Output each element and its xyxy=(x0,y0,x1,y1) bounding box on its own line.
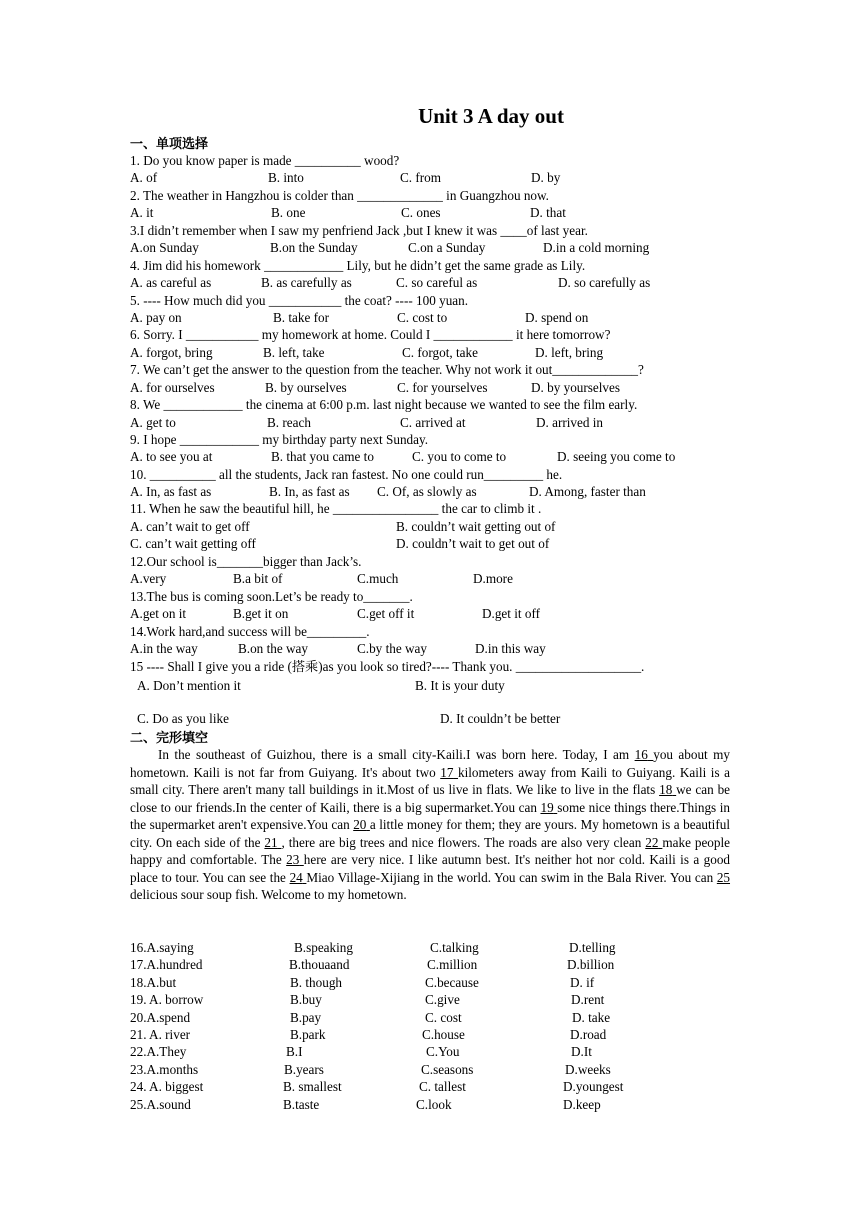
option-d: D. by yourselves xyxy=(531,380,621,395)
blank-21: 21 xyxy=(264,834,278,850)
option-d: D.youngest xyxy=(563,1079,624,1094)
option-b: B. by ourselves xyxy=(265,380,347,395)
option-c: C. cost to xyxy=(397,310,448,325)
blank-17: 17 xyxy=(440,764,454,780)
option-c: C.million xyxy=(427,957,478,972)
option-d: D.in a cold morning xyxy=(543,240,650,255)
option-b: B. take for xyxy=(273,310,330,325)
option-d: D. Among, faster than xyxy=(529,484,646,499)
option-c: C. so careful as xyxy=(396,275,478,290)
option-c: C.much xyxy=(357,571,399,586)
option-b: B.years xyxy=(284,1062,324,1077)
option-b: B. as carefully as xyxy=(261,275,352,290)
blank-19: 19 xyxy=(540,799,554,815)
option-a: A. get to xyxy=(130,415,176,430)
option-c: C. ones xyxy=(401,205,441,220)
option-c: C. tallest xyxy=(419,1079,466,1094)
option-c: C. Do as you like xyxy=(137,711,229,726)
option-b: B.a bit of xyxy=(233,571,283,586)
option-c: C.You xyxy=(426,1044,460,1059)
option-a: A. Don’t mention it xyxy=(137,678,241,693)
option-a: A.very xyxy=(130,571,167,586)
option-a: 24. A. biggest xyxy=(130,1079,204,1094)
option-b: B.on the way xyxy=(238,641,308,656)
question-4: 4. Jim did his homework ____________ Lily, but he didn’t get the same grade as Lily. xyxy=(130,258,586,273)
option-c: C.look xyxy=(416,1097,452,1112)
option-c: C.because xyxy=(425,975,479,990)
option-a: A. as careful as xyxy=(130,275,212,290)
question-11: 11. When he saw the beautiful hill, he ________________ the car to climb it . xyxy=(130,501,542,516)
section-heading-cloze: 二、完形填空 xyxy=(130,731,209,746)
option-b: B.taste xyxy=(283,1097,320,1112)
option-a: A.on Sunday xyxy=(130,240,199,255)
option-d: D.get it off xyxy=(482,606,540,621)
question-8: 8. We ____________ the cinema at 6:00 p.m. last night because we wanted to see the film early. xyxy=(130,397,638,412)
option-b: B. smallest xyxy=(283,1079,342,1094)
question-7: 7. We can’t get the answer to the question from the teacher. Why not work it out_____________? xyxy=(130,362,644,377)
option-c: C. for yourselves xyxy=(397,380,488,395)
option-c: C.seasons xyxy=(421,1062,474,1077)
option-d: D.billion xyxy=(567,957,615,972)
option-b: B. left, take xyxy=(263,345,325,360)
option-b: B. one xyxy=(271,205,306,220)
question-13: 13.The bus is coming soon.Let’s be ready to_______. xyxy=(130,589,413,604)
option-d: D.road xyxy=(570,1027,607,1042)
option-b: B.on the Sunday xyxy=(270,240,358,255)
option-d: D. take xyxy=(572,1010,611,1025)
option-b: B.buy xyxy=(290,992,322,1007)
option-d: D. spend on xyxy=(525,310,589,325)
blank-25: 25 xyxy=(716,869,731,885)
option-a: 16.A.saying xyxy=(130,940,194,955)
option-d: D. seeing you come to xyxy=(557,449,676,464)
option-b: B.speaking xyxy=(294,940,353,955)
blank-16: 16 xyxy=(634,747,648,762)
option-c: C.get off it xyxy=(357,606,415,621)
option-a: A. of xyxy=(130,170,158,185)
option-d: D.in this way xyxy=(475,641,546,656)
option-d: D.keep xyxy=(563,1097,601,1112)
option-b: B. into xyxy=(268,170,304,185)
option-b: B. It is your duty xyxy=(415,678,505,693)
option-b: B.thouaand xyxy=(289,957,350,972)
option-b: B.get it on xyxy=(233,606,289,621)
question-6: 6. Sorry. I ___________ my homework at home. Could I ____________ it here tomorrow? xyxy=(130,327,611,342)
cloze-passage: In the southeast of Guizhou, there is a small city-Kaili.I was born here. Today, I am 16 you about my hometown. Kaili is not far from Guiyang. It's about two 17 kilometers away from Kaili to Guiyang. Kaili is a small city. There aren't many tall buildings in it.Most of us live in flats. We like to live in the flats 18 we can be close to our friends.In the center of Kaili, there is a big supermarket.You can 19 some nice things there.Things in the supermarket aren't expensive.You can 20 a little money for them; they are yours. My hometown is a beautiful city. On each side of the 21 , there are big trees and nice flowers. The roads are also very clean 22 make people happy and comfortable. The 23 here are very nice. I like autumn best. It's neither hot nor cold. Kaili is a good place to tour. You can see the 24 Miao Village-Xijiang in the world. You can swim in the Bala River. You can 25 delicious sour soup fish. Welcome to my hometown. xyxy=(130,747,731,902)
option-d: D. arrived in xyxy=(536,415,604,430)
option-b: B. though xyxy=(290,975,343,990)
question-2: 2. The weather in Hangzhou is colder than _____________ in Guangzhou now. xyxy=(130,188,549,203)
option-c: C.on a Sunday xyxy=(408,240,486,255)
option-d: D.more xyxy=(473,571,513,586)
option-c: C. cost xyxy=(425,1010,462,1025)
option-a: A.in the way xyxy=(130,641,198,656)
option-d: D. by xyxy=(531,170,561,185)
blank-18: 18 xyxy=(659,782,673,797)
option-b: B.pay xyxy=(290,1010,322,1025)
blank-20: 20 xyxy=(353,817,367,832)
option-a: 20.A.spend xyxy=(130,1010,191,1025)
option-b: B.I xyxy=(286,1044,303,1059)
option-a: 22.A.They xyxy=(130,1044,187,1059)
option-c: C.house xyxy=(422,1027,465,1042)
option-d: D.It xyxy=(571,1044,592,1059)
option-d: D. so carefully as xyxy=(558,275,651,290)
page-title: Unit 3 A day out xyxy=(418,104,564,128)
option-b: B. reach xyxy=(267,415,311,430)
option-a: A. pay on xyxy=(130,310,182,325)
option-a: A.get on it xyxy=(130,606,187,621)
option-c: C.talking xyxy=(430,940,479,955)
option-d: D.telling xyxy=(569,940,616,955)
option-d: D. that xyxy=(530,205,566,220)
option-a: 25.A.sound xyxy=(130,1097,191,1112)
question-1: 1. Do you know paper is made __________ wood? xyxy=(130,153,400,168)
option-d: D. if xyxy=(570,975,595,990)
option-d: D. It couldn’t be better xyxy=(440,711,561,726)
option-d: D.weeks xyxy=(565,1062,611,1077)
question-14: 14.Work hard,and success will be_________. xyxy=(130,624,370,639)
question-12: 12.Our school is_______bigger than Jack’s. xyxy=(130,554,362,569)
question-3: 3.I didn’t remember when I saw my penfriend Jack ,but I knew it was ____of last year. xyxy=(130,223,588,238)
option-c: C. Of, as slowly as xyxy=(377,484,477,499)
option-c: C. arrived at xyxy=(400,415,466,430)
option-d: D. left, bring xyxy=(535,345,604,360)
option-a: A. for ourselves xyxy=(130,380,215,395)
option-a: 19. A. borrow xyxy=(130,992,204,1007)
option-b: B. couldn’t wait getting out of xyxy=(396,519,556,534)
option-a: A. forgot, bring xyxy=(130,345,213,360)
question-10: 10. __________ all the students, Jack ran fastest. No one could run_________ he. xyxy=(130,467,563,482)
option-a: A. can’t wait to get off xyxy=(130,519,250,534)
option-c: C. can’t wait getting off xyxy=(130,536,256,551)
option-c: C. you to come to xyxy=(412,449,507,464)
blank-24: 24 xyxy=(289,869,303,885)
option-b: B. In, as fast as xyxy=(269,484,350,499)
option-b: B. that you came to xyxy=(271,449,374,464)
option-a: A. to see you at xyxy=(130,449,213,464)
option-a: A. it xyxy=(130,205,154,220)
option-a: A. In, as fast as xyxy=(130,484,212,499)
option-a: 17.A.hundred xyxy=(130,957,203,972)
option-c: C. forgot, take xyxy=(402,345,478,360)
section-heading-multiple-choice: 一、单项选择 xyxy=(130,137,209,152)
question-5: 5. ---- How much did you ___________ the coat? ---- 100 yuan. xyxy=(130,293,469,308)
option-a: 18.A.but xyxy=(130,975,177,990)
question-15: 15 ---- Shall I give you a ride (搭乘)as you look so tired?---- Thank you. ___________________. xyxy=(130,659,645,674)
blank-23: 23 xyxy=(286,852,300,867)
option-a: 23.A.months xyxy=(130,1062,199,1077)
option-c: C. from xyxy=(400,170,442,185)
blank-22: 22 xyxy=(645,834,659,850)
option-a: 21. A. river xyxy=(130,1027,191,1042)
question-9: 9. I hope ____________ my birthday party next Sunday. xyxy=(130,432,429,447)
option-c: C.by the way xyxy=(357,641,427,656)
option-d: D. couldn’t wait to get out of xyxy=(396,536,550,551)
option-b: B.park xyxy=(290,1027,326,1042)
option-d: D.rent xyxy=(571,992,605,1007)
option-c: C.give xyxy=(425,992,460,1007)
